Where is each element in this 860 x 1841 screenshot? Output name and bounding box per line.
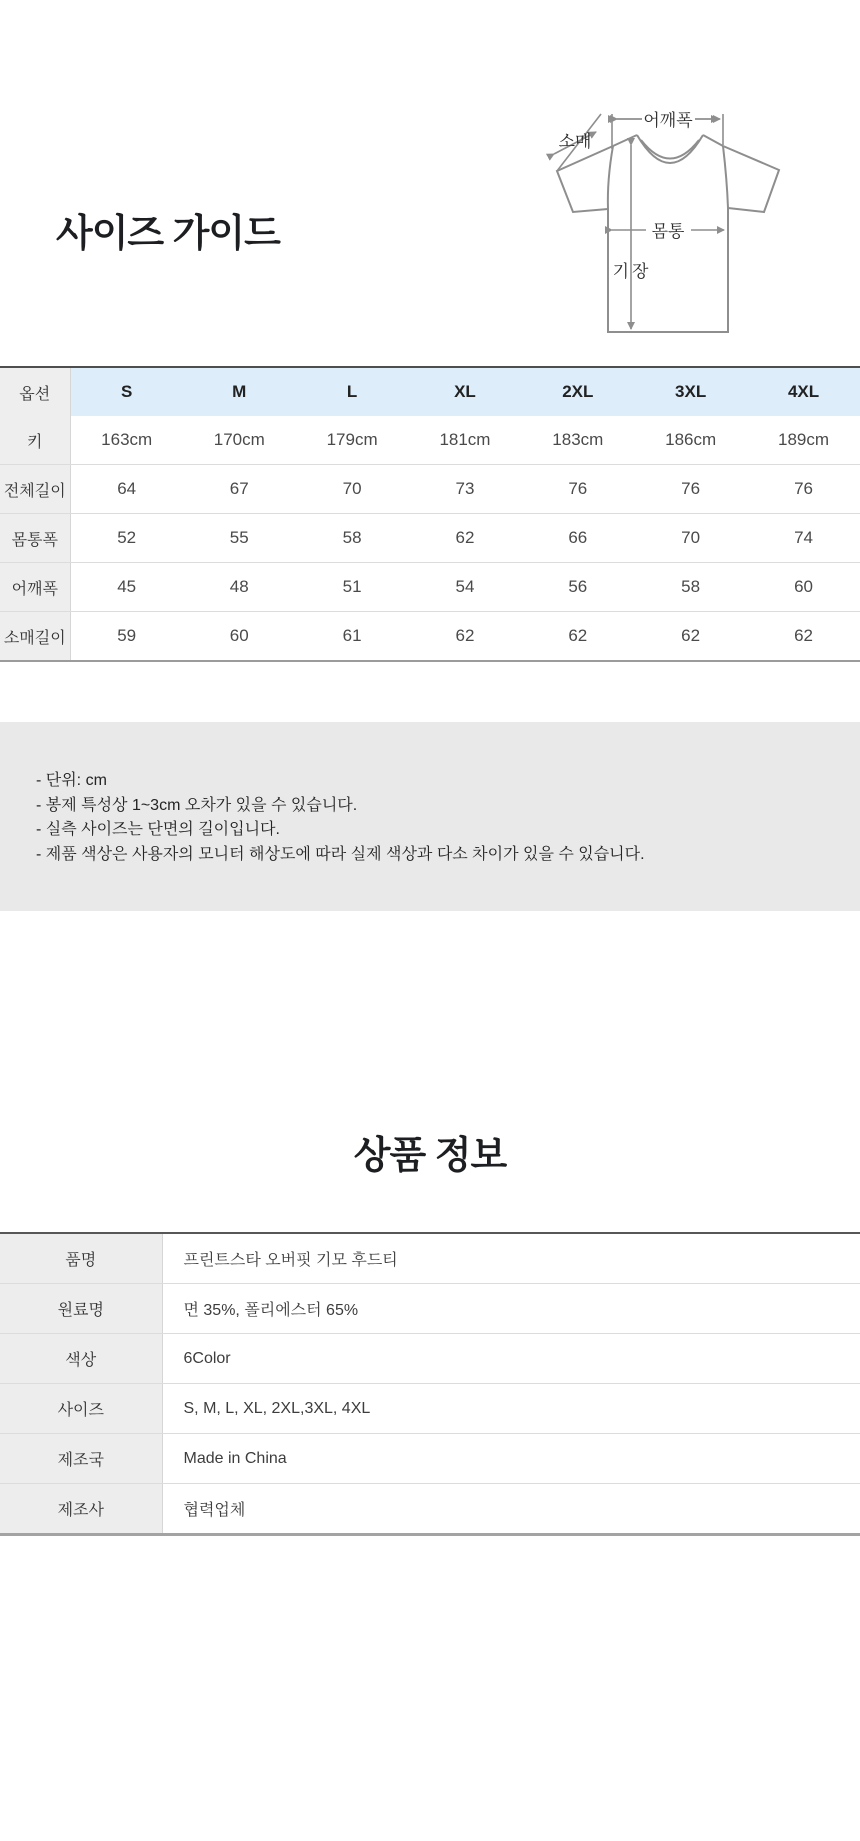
cell: 54 xyxy=(409,563,522,612)
table-row-sleeve-length xyxy=(0,612,860,662)
cell: 163cm xyxy=(70,416,183,465)
table-row-body-width xyxy=(0,514,860,563)
cell: 45 xyxy=(70,563,183,612)
measurement-labels xyxy=(559,109,695,281)
cell: 76 xyxy=(521,465,634,514)
cell: 70 xyxy=(634,514,747,563)
note-line: - 제품 색상은 사용자의 모니터 해상도에 따라 실제 색상과 다소 차이가 있을 수 있습니다. xyxy=(36,845,645,863)
row-label: 품명 xyxy=(0,1233,162,1284)
product-row-color xyxy=(0,1334,860,1384)
cell: 186cm xyxy=(634,416,747,465)
product-row-manufacturer xyxy=(0,1484,860,1535)
row-label: 몸통폭 xyxy=(0,514,70,563)
cell: 67 xyxy=(183,465,296,514)
product-info-table xyxy=(0,1232,860,1536)
row-label: 사이즈 xyxy=(0,1384,162,1434)
cell: 60 xyxy=(747,563,860,612)
row-label: 어깨폭 xyxy=(0,563,70,612)
size-guide-notes xyxy=(0,722,860,911)
cell: 62 xyxy=(681,626,701,645)
cell: 62 xyxy=(409,514,522,563)
size-col-xl: XL xyxy=(409,367,522,416)
cell: 74 xyxy=(747,514,860,563)
row-value: 면 35%, 폴리에스터 65% xyxy=(162,1284,860,1334)
row-value: S, M, L, XL, 2XL,3XL, 4XL xyxy=(162,1384,860,1434)
cell: 179cm xyxy=(296,416,409,465)
product-info-heading: 상품 정보 xyxy=(353,1135,507,1177)
size-col-4xl: 4XL xyxy=(747,367,860,416)
size-col-m: M xyxy=(183,367,296,416)
table-row-height xyxy=(0,416,860,465)
table-row-shoulder-width xyxy=(0,563,860,612)
size-chart-header-row xyxy=(0,367,860,416)
cell: 76 xyxy=(747,465,860,514)
cell: 51 xyxy=(296,563,409,612)
row-label: 제조국 xyxy=(0,1434,162,1484)
cell: 48 xyxy=(183,563,296,612)
row-label: 제조사 xyxy=(0,1484,162,1535)
cell: 55 xyxy=(183,514,296,563)
cell: 59 xyxy=(117,626,137,645)
cell: 73 xyxy=(409,465,522,514)
size-guide-heading: 사이즈 가이드 xyxy=(56,213,280,255)
product-row-name xyxy=(0,1233,860,1284)
cell: 183cm xyxy=(521,416,634,465)
cell: 66 xyxy=(521,514,634,563)
cell: 52 xyxy=(70,514,183,563)
size-col-s: S xyxy=(70,367,183,416)
row-value: 협력업체 xyxy=(183,1502,246,1519)
table-row-total-length xyxy=(0,465,860,514)
row-value: Made in China xyxy=(162,1434,860,1484)
row-label: 소매길이 xyxy=(0,612,70,662)
row-label: 전체길이 xyxy=(0,465,70,514)
cell: 189cm xyxy=(747,416,860,465)
option-header-cell: 옵션 xyxy=(0,367,70,416)
length-label: 기장 xyxy=(612,262,652,281)
cell: 58 xyxy=(296,514,409,563)
shoulder-width-label: 어깨폭 xyxy=(643,111,693,130)
cell: 76 xyxy=(634,465,747,514)
row-value: 6Color xyxy=(162,1334,860,1384)
cell: 181cm xyxy=(409,416,522,465)
row-label: 색상 xyxy=(0,1334,162,1384)
row-label: 키 xyxy=(0,416,70,465)
row-label: 원료명 xyxy=(0,1284,162,1334)
note-line: - 봉제 특성상 1~3cm 오차가 있을 수 있습니다. xyxy=(36,796,358,814)
size-chart-table xyxy=(0,366,860,662)
product-row-origin xyxy=(0,1434,860,1484)
note-line: - 실측 사이즈는 단면의 길이입니다. xyxy=(36,821,280,838)
sleeve-label: 소매 xyxy=(558,132,592,151)
cell: 56 xyxy=(521,563,634,612)
cell: 62 xyxy=(455,626,475,645)
cell: 60 xyxy=(229,626,249,645)
cell: 170cm xyxy=(183,416,296,465)
product-row-size xyxy=(0,1384,860,1434)
row-value: 프린트스타 오버핏 기모 후드티 xyxy=(162,1233,860,1284)
cell: 70 xyxy=(296,465,409,514)
cell: 58 xyxy=(634,563,747,612)
cell: 62 xyxy=(794,626,813,645)
cell: 61 xyxy=(342,626,362,645)
cell: 62 xyxy=(568,626,588,645)
size-col-2xl: 2XL xyxy=(521,367,634,416)
product-row-material xyxy=(0,1284,860,1334)
cell: 64 xyxy=(70,465,183,514)
size-col-l: L xyxy=(296,367,409,416)
body-width-label: 몸통 xyxy=(651,222,685,241)
tshirt-measurement-diagram xyxy=(450,85,860,335)
note-line: - 단위: cm xyxy=(36,772,107,789)
size-col-3xl: 3XL xyxy=(634,367,747,416)
